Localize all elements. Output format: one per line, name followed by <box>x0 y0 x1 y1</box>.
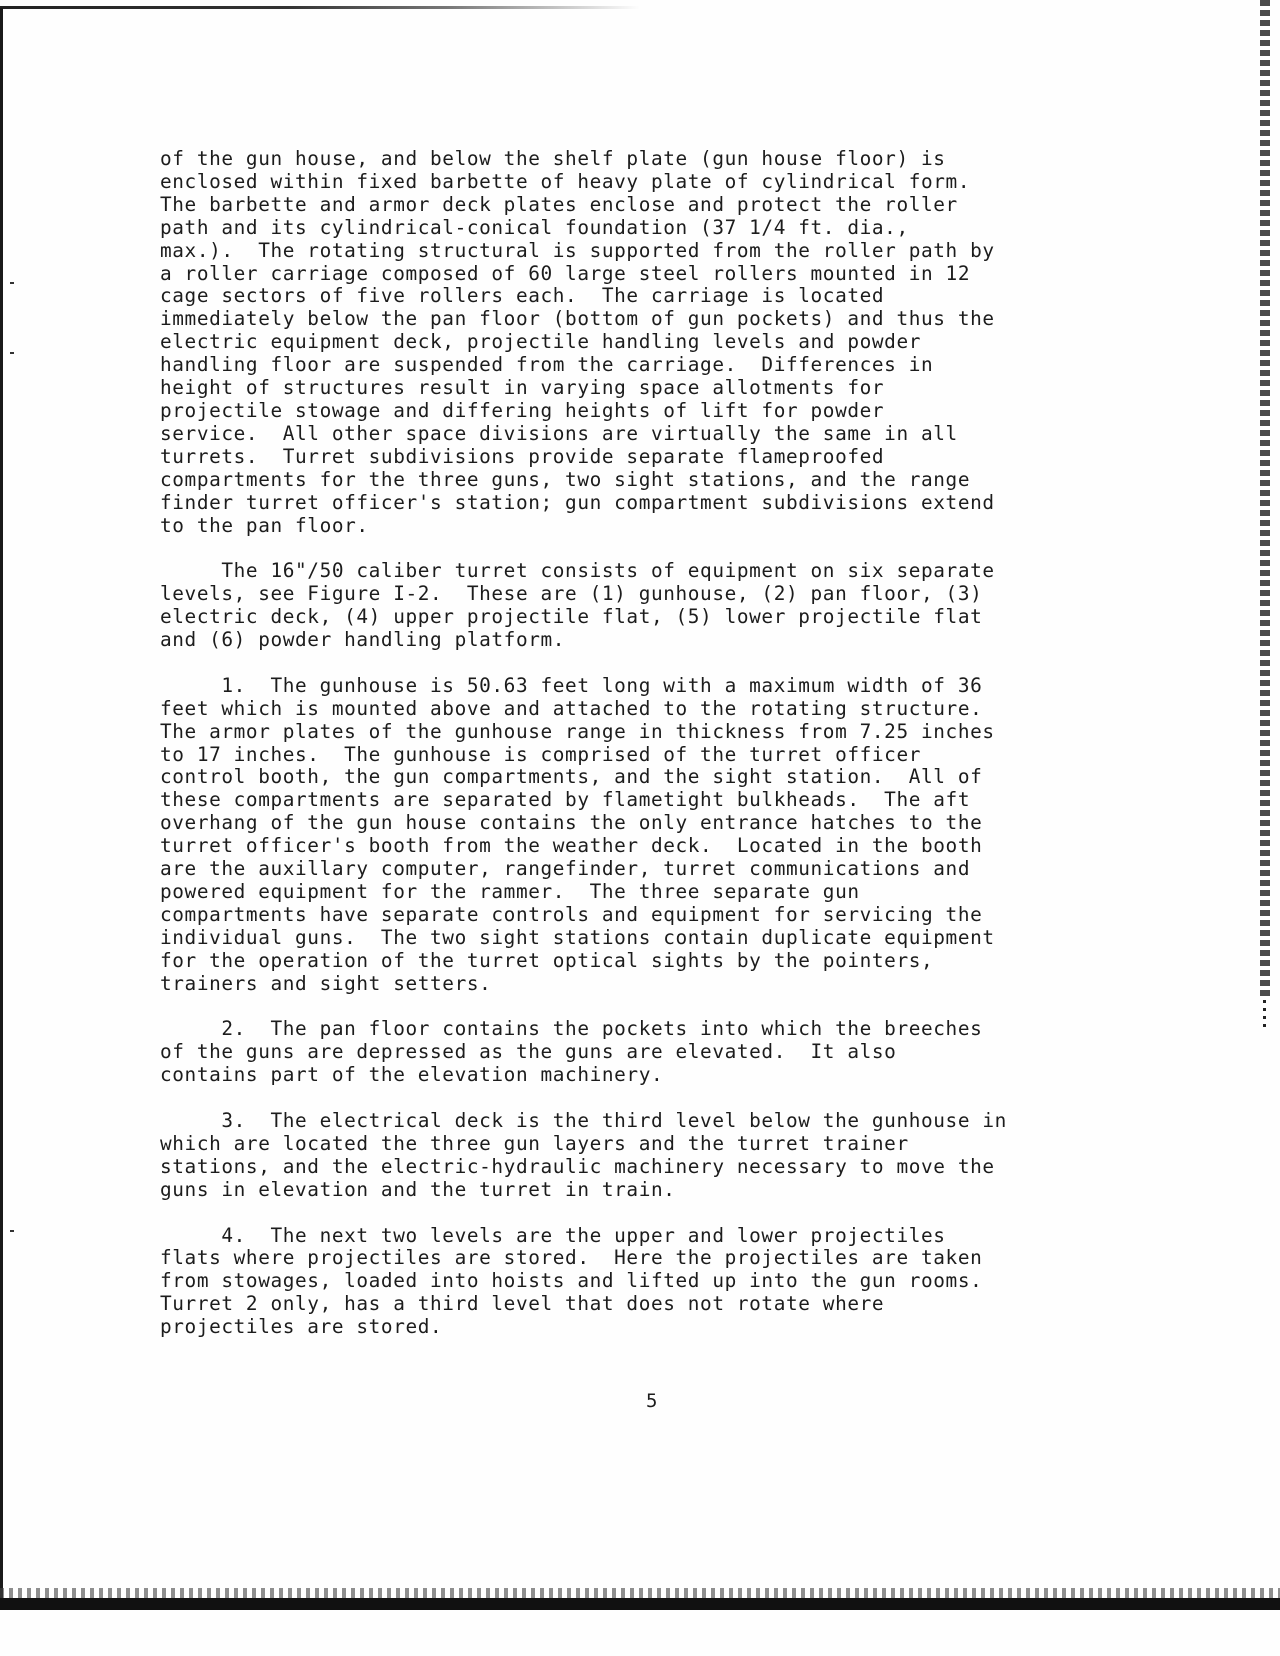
scan-edge-right <box>1260 0 1270 1000</box>
scan-edge-bottom <box>0 1598 1280 1610</box>
paragraph-pan-floor: 2. The pan floor contains the pockets into which the breeches of the guns are depressed as the guns are elevated. It also contains part of the elevation machinery. <box>160 1017 983 1087</box>
paragraph-electrical-deck: 3. The electrical deck is the third level below the gunhouse in which are located the three gun layers and the turret trainer stations, and the electric-hydraulic machinery necessary to move the guns in elevation and the turret in train. <box>160 1109 1007 1201</box>
paragraph-turret-levels: The 16"/50 caliber turret consists of equipment on six separate levels, see Figure I-2. These are (1) gunhouse, (2) pan floor, (3) electric deck, (4) upper projectile flat, (5) lower projectile flat and (6) powder handling platform. <box>160 559 995 652</box>
body-text <box>160 148 1150 1362</box>
paragraph-projectile-flats: 4. The next two levels are the upper and lower projectiles flats where projectiles are stored. Here the projectiles are taken from stowages, loaded into hoists and lifted up into the gun rooms. Turret 2 only, has a third level that does not rotate where projectiles are stored. <box>160 1223 983 1339</box>
scan-edge-top <box>0 6 640 9</box>
margin-mark <box>10 352 14 354</box>
scan-edge-bottom-noise <box>0 1588 1280 1598</box>
page-number: 5 <box>646 1390 658 1412</box>
margin-mark <box>10 1230 14 1232</box>
paragraph-gunhouse: 1. The gunhouse is 50.63 feet long with a maximum width of 36 feet which is mounted above and attached to the rotating structure. The armor plates of the gunhouse range in thickness from 7.25 inches to 17 inches. The gunhouse is comprised of the turret officer control booth, the gun compartments, and the sight station. All of these compartments are separated by flametight bulkheads. The aft overhang of the gun house contains the only entrance hatches to the turret officer's booth from the weather deck. Located in the booth are the auxillary computer, rangefinder, turret communications and powered equipment for the rammer. The three separate gun compartments have separate controls and equipment for servicing the individual guns. The two sight stations contain duplicate equipment for the operation of the turret optical sights by the pointers, trainers and sight setters. <box>160 673 995 995</box>
scan-edge-right-lower <box>1263 1000 1266 1030</box>
paragraph-barbette: of the gun house, and below the shelf plate (gun house floor) is enclosed within fixed barbette of heavy plate of cylindrical form. The barbette and armor deck plates enclose and protect the roller path and its cylindrical-conical foundation (37 1/4 ft. dia., max.). The rotating structural is supported from the roller path by a roller carriage composed of 60 large steel rollers mounted in 12 cage sectors of five rollers each. The carriage is located immediately below the pan floor (bottom of gun pockets) and thus the electric equipment deck, projectile handling levels and powder handling floor are suspended from the carriage. Differences in height of structures result in varying space allotments for projectile stowage and differing heights of lift for powder service. All other space divisions are virtually the same in all turrets. Turret subdivisions provide separate flameproofed compartments for the three guns, two sight stations, and the range finder turret officer's station; gun compartment subdivisions extend to the pan floor. <box>160 147 995 537</box>
margin-mark <box>10 282 14 284</box>
scan-edge-left <box>0 8 3 1608</box>
